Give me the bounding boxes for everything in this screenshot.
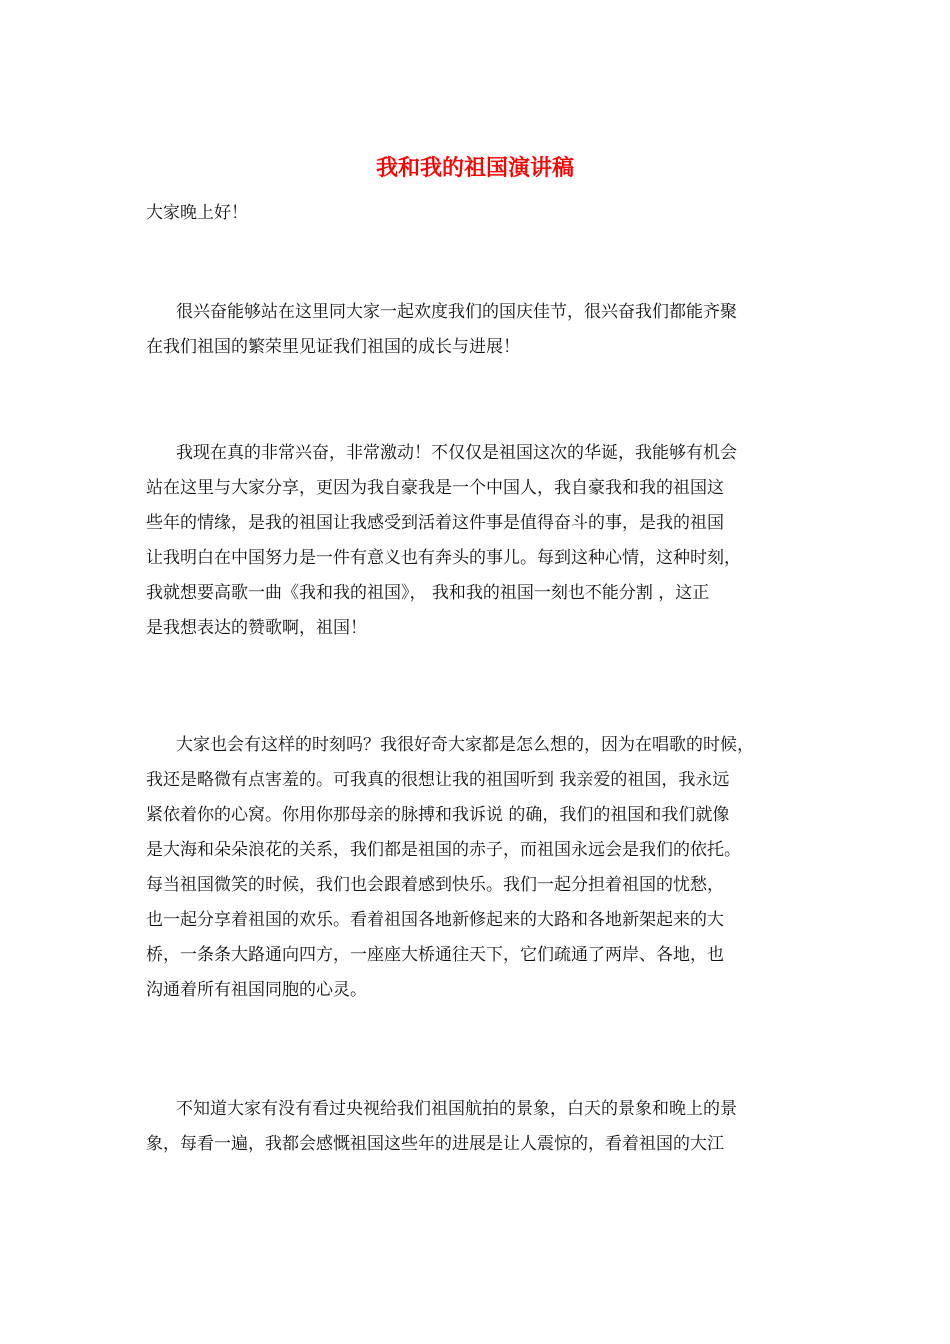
paragraph-1 [146,295,826,365]
paragraph-line: 也一起分享着祖国的欢乐。看着祖国各地新修起来的大路和各地新架起来的大 [146,910,724,930]
paragraph-line: 桥，一条条大路通向四方，一座座大桥通往天下，它们疏通了两岸、各地，也 [146,945,724,965]
paragraph-line: 些年的情缘，是我的祖国让我感受到活着这件事是值得奋斗的事，是我的祖国 [146,513,724,533]
paragraph-line: 不知道大家有没有看过央视给我们祖国航拍的景象，白天的景象和晚上的景 [176,1099,737,1119]
paragraph-line: 在我们祖国的繁荣里见证我们祖国的成长与进展！ [146,337,520,357]
paragraph-line: 是我想表达的赞歌啊，祖国！ [146,618,367,638]
paragraph-line: 是大海和朵朵浪花的关系，我们都是祖国的赤子，而祖国永远会是我们的依托。 [146,840,741,860]
paragraph-line: 很兴奋能够站在这里同大家一起欢度我们的国庆佳节，很兴奋我们都能齐聚 [176,302,737,322]
paragraph-line: 大家也会有这样的时刻吗？我很好奇大家都是怎么想的，因为在唱歌的时候， [176,735,754,755]
greeting-line: 大家晚上好！ [146,203,248,223]
paragraph-line: 紧依着你的心窝。你用你那母亲的脉搏和我诉说 的确，我们的祖国和我们就像 [146,805,730,825]
paragraph-line: 我还是略微有点害羞的。可我真的很想让我的祖国听到 我亲爱的祖国，我永远 [146,770,730,790]
paragraph-4 [146,1092,826,1162]
paragraph-line: 让我明白在中国努力是一件有意义也有奔头的事儿。每到这种心情，这种时刻， [146,548,741,568]
paragraph-line: 我就想要高歌一曲《我和我的祖国》， 我和我的祖国一刻也不能分割 ，这正 [146,583,710,603]
document-title: 我和我的祖国演讲稿 [375,155,574,181]
paragraph-line: 我现在真的非常兴奋，非常激动！不仅仅是祖国这次的华诞，我能够有机会 [176,443,737,463]
paragraph-line: 每当祖国微笑的时候，我们也会跟着感到快乐。我们一起分担着祖国的忧愁， [146,875,724,895]
paragraph-line: 象，每看一遍，我都会感慨祖国这些年的进展是让人震惊的，看着祖国的大江 [146,1134,724,1154]
paragraph-3 [146,728,826,1008]
paragraph-line: 站在这里与大家分享，更因为我自豪我是一个中国人，我自豪我和我的祖国这 [146,478,724,498]
paragraph-line: 沟通着所有祖国同胞的心灵。 [146,980,367,1000]
paragraph-2 [146,436,826,646]
